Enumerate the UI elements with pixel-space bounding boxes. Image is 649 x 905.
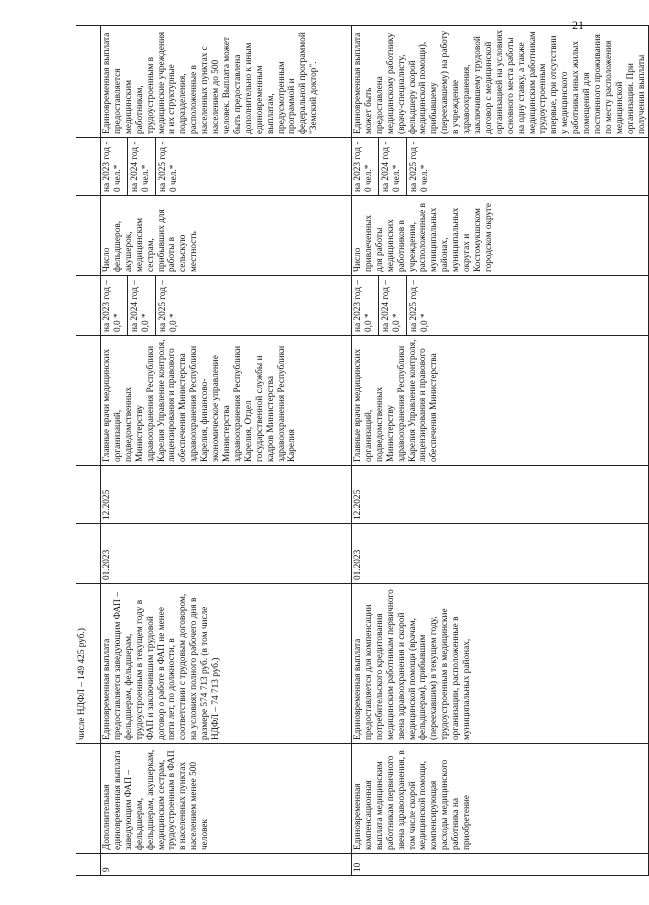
- financing-2024: на 2024 год – 0,0 *: [130, 276, 156, 335]
- indicator-values: [101, 138, 352, 196]
- measure-description: Единовременная выплата предоставляется для компенсации потребительского кредитования медицинским работникам первичного звена здравоохранения и скорой медицинской помощи (врачам, фельдшерам), прибывшим (переехавшим) в текущем году, трудоустроенным в медицинские организации, расположенные в муниципальных районах,: [352, 584, 649, 744]
- executors: Главные врачи медицинских организаций, подведомственных Министерству здравоохранения Республики Карелия Управление контроля, лицензирования и правового обеспечения Министерства здравоохранения Республики Карелия, финансово-экономическое управление Министерства здравоохранения Республики Карелия, Отдел государственной службы и кадров Министерства здравоохранения Республики Карелия: [101, 336, 352, 466]
- page-number: 21: [572, 18, 584, 32]
- measure-name: Единовременная компенсационная выплата медицинским работникам первичного звена здравоохранения, в том числе скорой медицинской помощи, компенсирующая расходы медицинского работника на приобретение: [352, 744, 649, 854]
- executors: Главные врачи медицинских организаций, подведомственных Министерству здравоохранения Республики Карелия Управление контроля, лицензирования и правового обеспечения Министерства: [352, 336, 649, 466]
- financing: [101, 276, 352, 336]
- indicator: Число привлеченных для работы медицинских работников в учреждения, расположенные в муниципальных районах, муниципальных округах и Костомукшском городском округе: [352, 196, 649, 276]
- start-date: 01.2023: [352, 524, 649, 584]
- table-row: [352, 26, 649, 876]
- expected-result: Единовременная выплата может быть предоставлена медицинскому работнику (врачу-специалисту, фельдшеру скорой медицинской помощи), прибывшему (переехавшему) на работу в учреждение здравоохранения, заключившему трудовой договор с медицинской организацией на условиях основного места работы на одну ставку, а также медицинским работникам трудоустроенным впервые, при отсутствии у медицинского работника иных жилых помещений для постоянного проживания по месту расположения медицинской организации. При получении выплаты: [352, 26, 649, 138]
- value-2023: на 2023 год - 0 чел.*: [353, 138, 379, 195]
- financing-2025: на 2025 год – 0,0 *: [157, 279, 179, 332]
- measure-description: Единовременная выплата предоставляется заведующим ФАП – фельдшерам, фельдшерам, трудоустроенным в текущем году в ФАП и заключившим трудовой договор о работе в ФАП не менее пяти лет, по должности, в соответствии с трудовым договором, на условиях полного рабочего дня в размере 574 713 руб. (в том числе НДФЛ – 74 713 руб.): [101, 584, 352, 744]
- financing-2024: на 2024 год – 0,0 *: [381, 276, 407, 335]
- financing: [352, 276, 649, 336]
- indicator-values: [352, 138, 649, 196]
- value-2025: на 2025 год - 0 чел.*: [408, 141, 430, 192]
- table-row: [101, 26, 352, 876]
- financing-2023: на 2023 год – 0,0 *: [353, 276, 379, 335]
- expected-result: Единовременная выплата предоставляется медицинским работникам, трудоустроенным в медицинские учреждения и их структурные подразделения, расположенные в населенных пунктах с населением до 500 человек. Выплата может быть предоставлена дополнительно к иным единовременным выплатам, предусмотренным программой и федеральной программой "Земский доктор".: [101, 26, 352, 138]
- start-date: 01.2023: [101, 524, 352, 584]
- program-measures-table: [76, 25, 649, 876]
- end-date: 12.2025: [352, 466, 649, 524]
- value-2023: на 2023 год - 0 чел.*: [102, 138, 128, 195]
- end-date: 12.2025: [101, 466, 352, 524]
- row-number: 9: [101, 854, 352, 876]
- row-number: 10: [352, 854, 649, 876]
- financing-2023: на 2023 год – 0,0 *: [102, 276, 128, 335]
- continuation-text: числе НДФЛ – 149 425 руб.): [76, 584, 101, 744]
- value-2024: на 2024 год - 0 чел.*: [130, 138, 156, 195]
- value-2025: на 2025 год - 0 чел.*: [157, 141, 179, 192]
- financing-2025: на 2025 год – 0,0 *: [408, 279, 430, 332]
- indicator: Число фельдшеров, акушерок, медицинским сестрам, прибывших для работы в сельскую местность: [101, 196, 352, 276]
- rotated-page: [76, 26, 647, 876]
- value-2024: на 2024 год - 0 чел.*: [381, 138, 407, 195]
- measure-name: Дополнительная единовременная выплата заведующим ФАП – фельдшерам, фельдшерам, акушеркам, медицинским сестрам, трудоустроенным в ФАП в населенных пунктах населением менее 500 человек: [101, 744, 352, 854]
- continuation-row: [76, 26, 101, 876]
